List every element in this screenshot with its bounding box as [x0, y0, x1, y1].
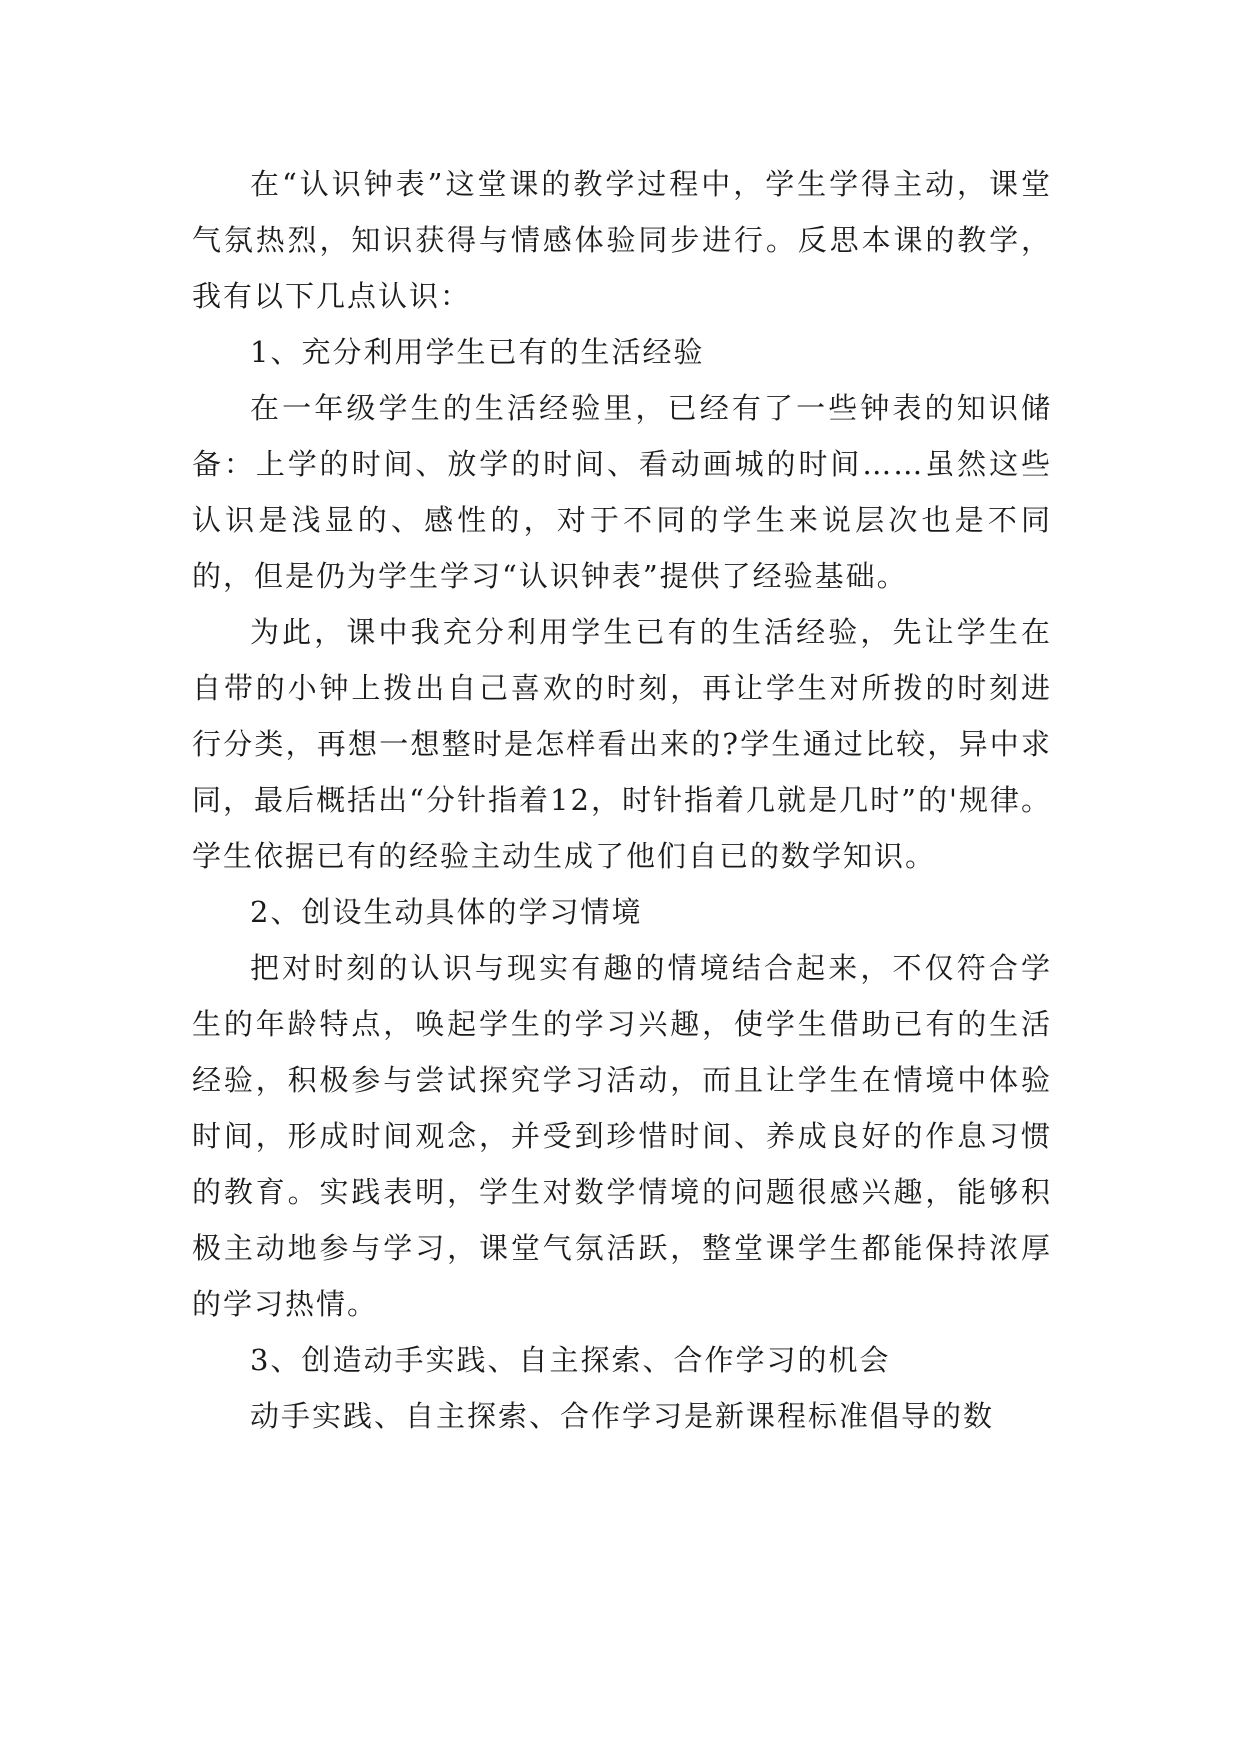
- body-paragraph: 把对时刻的认识与现实有趣的情境结合起来，不仅符合学生的年龄特点，唤起学生的学习兴趣，使学生借助已有的生活经验，积极参与尝试探究学习活动，而且让学生在情境中体验时间，形成时间观念，并受到珍惜时间、养成良好的作息习惯的教育。实践表明，学生对数学情境的问题很感兴趣，能够积极主动地参与学习，课堂气氛活跃，整堂课学生都能保持浓厚的学习热情。: [192, 951, 1052, 1321]
- section-heading-3: 3、创造动手实践、自主探索、合作学习的机会: [250, 1343, 891, 1377]
- document-body: [192, 156, 1052, 1444]
- body-paragraph: 为此，课中我充分利用学生已有的生活经验，先让学生在自带的小钟上拨出自己喜欢的时刻，再让学生对所拨的时刻进行分类，再想一想整时是怎样看出来的?学生通过比较，异中求同，最后概括出“分针指着12，时针指着几就是几时”的'规律。学生依据已有的经验主动生成了他们自已的数学知识。: [192, 615, 1052, 873]
- intro-paragraph: 在“认识钟表”这堂课的教学过程中，学生学得主动，课堂气氛热烈，知识获得与情感体验同步进行。反思本课的教学，我有以下几点认识：: [192, 167, 1052, 313]
- section-heading-1: 1、充分利用学生已有的生活经验: [250, 335, 705, 369]
- body-paragraph: 在一年级学生的生活经验里，已经有了一些钟表的知识储备：上学的时间、放学的时间、看动画城的时间……虽然这些认识是浅显的、感性的，对于不同的学生来说层次也是不同的，但是仍为学生学习“认识钟表”提供了经验基础。: [192, 391, 1052, 593]
- section-heading-2: 2、创设生动具体的学习情境: [250, 895, 643, 929]
- body-paragraph: 动手实践、自主探索、合作学习是新课程标准倡导的数: [250, 1399, 995, 1433]
